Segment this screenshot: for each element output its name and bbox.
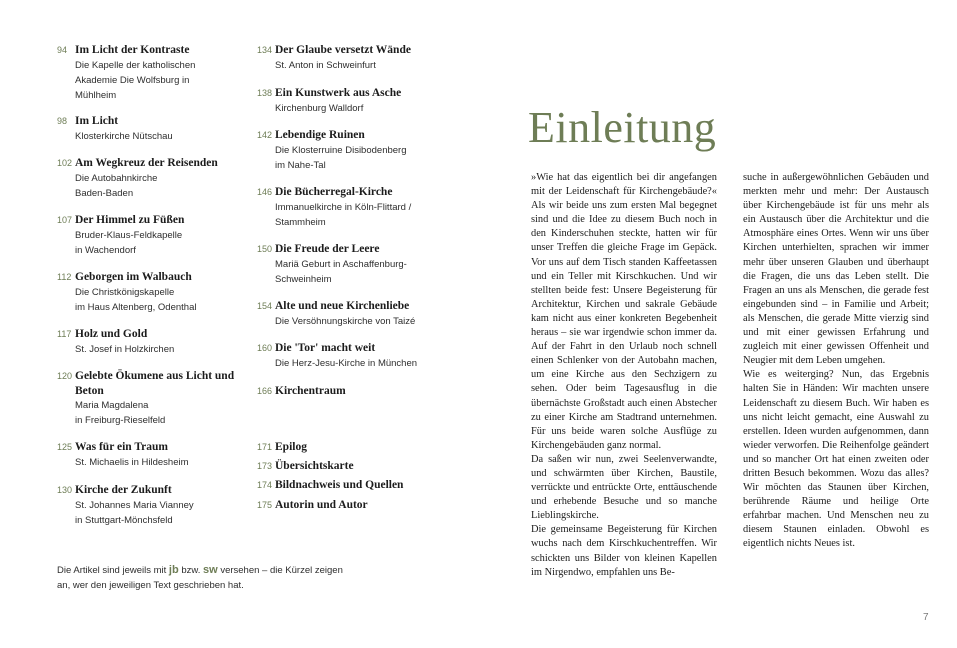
toc-page-number: 120 bbox=[57, 371, 73, 381]
author-abbreviation-note bbox=[57, 563, 357, 593]
toc-entry bbox=[57, 483, 252, 528]
toc-entry-subtitle: Die Autobahnkirche bbox=[75, 172, 158, 184]
toc-entry-subtitle: in Wachendorf bbox=[75, 244, 136, 256]
toc-entry-subtitle: Die Herz-Jesu-Kirche in München bbox=[275, 357, 418, 369]
toc-entry-subtitle: Akademie Die Wolfsburg in bbox=[75, 74, 190, 86]
body-paragraph: Wie es weiterging? Nun, das Ergebnis halten Sie in Händen: Wir machten unsere Leidenschaft zu diesem Buch. Wir haben es uns nicht leicht gemacht, eine Auswahl zu erstellen. Ideen wurden aufgenommen, dann wieder verworfen. Die Reihenfolge geändert und so mancher Ort hat einen zweiten oder dritten Besuch bekommen. Wozu das alles? Wir möchten das Staunen über Kirchen, berührende Räume und heilige Orte erfahrbar machen. Und Menschen neu zu diesem Staunen einladen. Obwohl es eigentlich nichts Neues ist. bbox=[743, 369, 929, 550]
toc-entry-subtitle: Die Christkönigskapelle bbox=[75, 286, 175, 298]
toc-entry-title: Geborgen im Walbauch bbox=[75, 271, 192, 283]
toc-entry bbox=[57, 270, 252, 315]
toc-entry-title: Gelebte Ökumene aus Licht und Beton bbox=[75, 370, 235, 397]
toc-page-number: 102 bbox=[57, 158, 73, 168]
toc-entry-subtitle: Die Versöhnungskirche von Taizé bbox=[275, 315, 416, 327]
toc-entry bbox=[257, 242, 452, 287]
toc-entry-title: Kirchentraum bbox=[275, 385, 346, 397]
toc-entry bbox=[57, 43, 252, 103]
toc-entry bbox=[257, 440, 452, 455]
note-text-end: versehen – die Kürzel zeigen an, wer den jeweiligen Text geschrieben hat. bbox=[57, 565, 343, 591]
body-paragraph: »Wie hat das eigentlich bei dir angefangen mit der Leidenschaft für Kirchengebäude?« Als wir beide uns zum ersten Mal begegnet sind und die Idee zu diesem Buch noch in den Kinderschuhen steckte, hatten wir für unser Treffen die gleiche Frage im Gepäck. Vor uns auf dem Tisch standen Kaffeetassen und ein Teller mit Kirschkuchen. Und wir stellten beide fest: Unsere Begeisterung für Architektur, Kirchen und sakrale Gebäude kam nicht aus einer konkreten Begebenheit heraus – sie war irgendwie schon immer da. Auf der Fahrt in den Urlaub noch schnell einen Schlenker von der Autobahn machen, um eine Kirche aus den Sechzigern zu sehen. Oder beim Tagesausflug in die übernächste Großstadt auch einen Abstecher zu einer Kirche am Stadtrand unternehmen. Für uns beide waren solche Ausflüge zu Kirchengebäuden ganz normal. bbox=[531, 172, 717, 451]
toc-entry-title: Ein Kunstwerk aus Asche bbox=[275, 87, 402, 99]
toc-page-number: 98 bbox=[57, 116, 68, 126]
body-column-left bbox=[531, 171, 717, 580]
toc-entry bbox=[57, 114, 252, 144]
toc-page-number: 171 bbox=[257, 442, 273, 452]
toc-entry bbox=[257, 341, 452, 371]
toc-page-number: 173 bbox=[257, 461, 273, 471]
toc-page-number: 160 bbox=[257, 343, 273, 353]
toc-entry bbox=[257, 498, 452, 513]
body-paragraph: Da saßen wir nun, zwei Seelenverwandte, und schwärmten über Kirchen, Baustile, verrückte und entrückte Orte, enttäuschende und erhebende Besuche und so manche Lieblingskirche. bbox=[531, 453, 717, 522]
toc-entry bbox=[257, 478, 452, 493]
toc-entry bbox=[257, 43, 452, 73]
toc-entry-subtitle: Stammheim bbox=[275, 216, 326, 228]
toc-entry-subtitle: Klosterkirche Nütschau bbox=[75, 130, 173, 142]
toc-entry-subtitle: Schweinheim bbox=[275, 273, 332, 285]
body-paragraph: suche in außergewöhnlichen Gebäuden und merkten mehr und mehr: Der Austausch über Kirchengebäude ist für uns mehr als ein Austausch über die Architektur und die Atmosphäre eines Ortes. Wenn wir uns über Kirchen unterhielten, sprachen wir immer mehr über unseren Glauben und überhaupt die Fragen, die uns das Leben stellt. Die Fragen an uns als Menschen, die gerade fest eingebunden sind – in Familie und Arbeit; als Menschen, die gerade Mitte vierzig sind und mit einer gewissen Erfahrung und zugleich mit einer gewissen Offenheit und Neugier mit dem Leben umgehen. bbox=[743, 172, 929, 367]
toc-entry-title: Lebendige Ruinen bbox=[275, 129, 365, 141]
body-column-right bbox=[743, 171, 929, 552]
toc-page-number: 130 bbox=[57, 485, 73, 495]
toc-page-number: 112 bbox=[57, 272, 72, 282]
toc-page-number: 150 bbox=[257, 244, 273, 254]
toc-entry-title: Im Licht der Kontraste bbox=[75, 44, 190, 56]
toc-entry bbox=[57, 327, 252, 357]
toc-page-number: 107 bbox=[57, 215, 73, 225]
page-number: 7 bbox=[923, 612, 929, 623]
chapter-heading: Einleitung bbox=[528, 103, 717, 152]
toc-entry-subtitle: Mühlheim bbox=[75, 89, 117, 101]
toc-entry-title: Autorin und Autor bbox=[275, 499, 368, 511]
toc-page-number: 94 bbox=[57, 45, 68, 55]
body-paragraph: Die gemeinsame Begeisterung für Kirchen wuchs nach dem Kirschkuchentreffen. Wir schickten uns Bilder von kleinen Kapellen im Nirgendwo, empfahlen uns Be- bbox=[531, 524, 717, 578]
toc-entry-subtitle: in Freiburg-Rieselfeld bbox=[75, 415, 166, 426]
toc-page-number: 154 bbox=[257, 301, 273, 311]
toc-entry-title: Übersichtskarte bbox=[275, 460, 354, 472]
toc-entry bbox=[257, 459, 452, 474]
toc-entry-subtitle: Kirchenburg Walldorf bbox=[275, 102, 364, 114]
toc-entry-subtitle: Maria Magdalena bbox=[75, 400, 149, 411]
toc-entry-title: Im Licht bbox=[75, 115, 119, 127]
toc-entry-subtitle: St. Josef in Holzkirchen bbox=[75, 343, 175, 355]
toc-page-number: 125 bbox=[57, 442, 73, 452]
toc-entry bbox=[57, 440, 252, 470]
toc-page-number: 138 bbox=[257, 88, 273, 98]
toc-entry bbox=[57, 213, 252, 258]
toc-entry bbox=[257, 185, 452, 230]
abbreviation-jb: jb bbox=[168, 564, 179, 576]
toc-entry-subtitle: im Haus Altenberg, Odenthal bbox=[75, 301, 197, 313]
toc-entry-title: Epilog bbox=[275, 441, 307, 453]
toc-entry-title: Der Glaube versetzt Wände bbox=[275, 44, 411, 56]
toc-entry bbox=[257, 128, 452, 173]
toc-entry-subtitle: St. Anton in Schweinfurt bbox=[275, 59, 376, 71]
toc-entry-subtitle: Bruder-Klaus-Feldkapelle bbox=[75, 229, 183, 241]
toc-page-number: 142 bbox=[257, 130, 273, 140]
toc-page-number: 117 bbox=[57, 329, 72, 339]
toc-entry-subtitle: Die Klosterruine Disibodenberg bbox=[275, 144, 407, 156]
toc-entry-subtitle: Mariä Geburt in Aschaffenburg- bbox=[275, 258, 407, 270]
toc-entry bbox=[257, 299, 452, 329]
toc-entry-title: Was für ein Traum bbox=[75, 441, 168, 453]
toc-entry bbox=[57, 156, 252, 201]
toc-entry-title: Die Bücherregal-Kirche bbox=[275, 186, 393, 198]
toc-entry-title: Die 'Tor' macht weit bbox=[275, 342, 376, 354]
toc-entry-subtitle: in Stuttgart-Mönchsfeld bbox=[75, 514, 173, 526]
toc-entry bbox=[257, 86, 452, 116]
toc-entry-subtitle: Immanuelkirche in Köln-Flittard / bbox=[275, 201, 412, 213]
toc-entry-title: Kirche der Zukunft bbox=[75, 484, 172, 496]
toc-page-number: 134 bbox=[257, 45, 273, 55]
toc-entry-title: Der Himmel zu Füßen bbox=[75, 214, 185, 226]
toc-entry bbox=[57, 369, 252, 428]
toc-entry-title: Alte und neue Kirchenliebe bbox=[275, 300, 410, 312]
toc-entry-title: Bildnachweis und Quellen bbox=[275, 479, 404, 491]
toc-page-number: 174 bbox=[257, 480, 273, 490]
toc-entry-subtitle: Baden-Baden bbox=[75, 187, 134, 199]
toc-entry-subtitle: im Nahe-Tal bbox=[275, 159, 326, 171]
toc-entry-title: Die Freude der Leere bbox=[275, 243, 380, 255]
toc-entry-subtitle: Die Kapelle der katholischen bbox=[75, 59, 196, 71]
note-text-mid: bzw. bbox=[178, 565, 203, 576]
toc-entry-title: Holz und Gold bbox=[75, 328, 148, 340]
toc-page-number: 175 bbox=[257, 500, 273, 510]
toc-entry bbox=[257, 384, 452, 399]
abbreviation-sw: sw bbox=[203, 564, 218, 576]
toc-entry-subtitle: St. Johannes Maria Vianney bbox=[75, 499, 194, 511]
note-text-start: Die Artikel sind jeweils mit bbox=[57, 565, 169, 576]
toc-page-number: 146 bbox=[257, 187, 273, 197]
toc-entry-subtitle: St. Michaelis in Hildesheim bbox=[75, 456, 189, 468]
toc-entry-title: Am Wegkreuz der Reisenden bbox=[75, 157, 218, 169]
toc-page-number: 166 bbox=[257, 386, 273, 396]
